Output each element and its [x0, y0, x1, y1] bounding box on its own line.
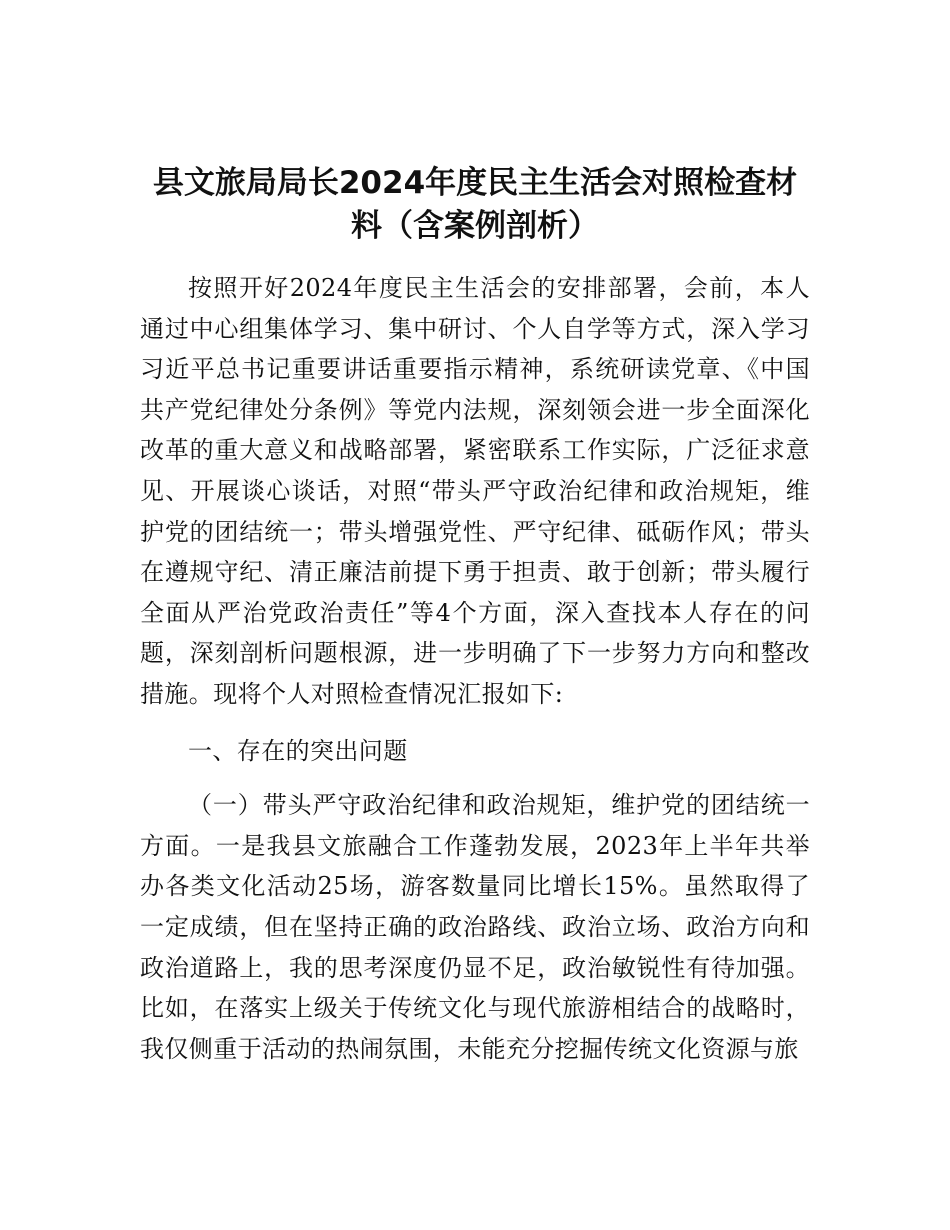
document-body: [140, 268, 810, 1069]
intro-paragraph: 按照开好2024年度民主生活会的安排部署，会前，本人通过中心组集体学习、集中研讨、个人自学等方式，深入学习习近平总书记重要讲话重要指示精神，系统研读党章、《中国共产党纪律处分条例》等党内法规，深刻领会进一步全面深化改革的重大意义和战略部署，紧密联系工作实际，广泛征求意见、开展谈心谈话，对照“带头严守政治纪律和政治规矩，维护党的团结统一；带头增强党性、严守纪律、砥砺作风；带头在遵规守纪、清正廉洁前提下勇于担责、敢于创新；带头履行全面从严治党政治责任”等4个方面，深入查找本人存在的问题，深刻剖析问题根源，进一步明确了下一步努力方向和整改措施。现将个人对照检查情况汇报如下:: [140, 274, 810, 708]
document-title: 县文旅局局长2024年度民主生活会对照检查材料（含案例剖析）: [152, 165, 798, 244]
subsection-paragraph: （一）带头严守政治纪律和政治规矩，维护党的团结统一方面。一是我县文旅融合工作蓬勃发展，2023年上半年共举办各类文化活动25场，游客数量同比增长15%。虽然取得了一定成绩，但在坚持正确的政治路线、政治立场、政治方向和政治道路上，我的思考深度仍显不足，政治敏锐性有待加强。比如，在落实上级关于传统文化与现代旅游相结合的战略时，我仅侧重于活动的热闹氛围，未能充分挖掘传统文化资源与旅: [140, 791, 810, 1063]
section-heading: 一、存在的突出问题: [188, 736, 408, 765]
